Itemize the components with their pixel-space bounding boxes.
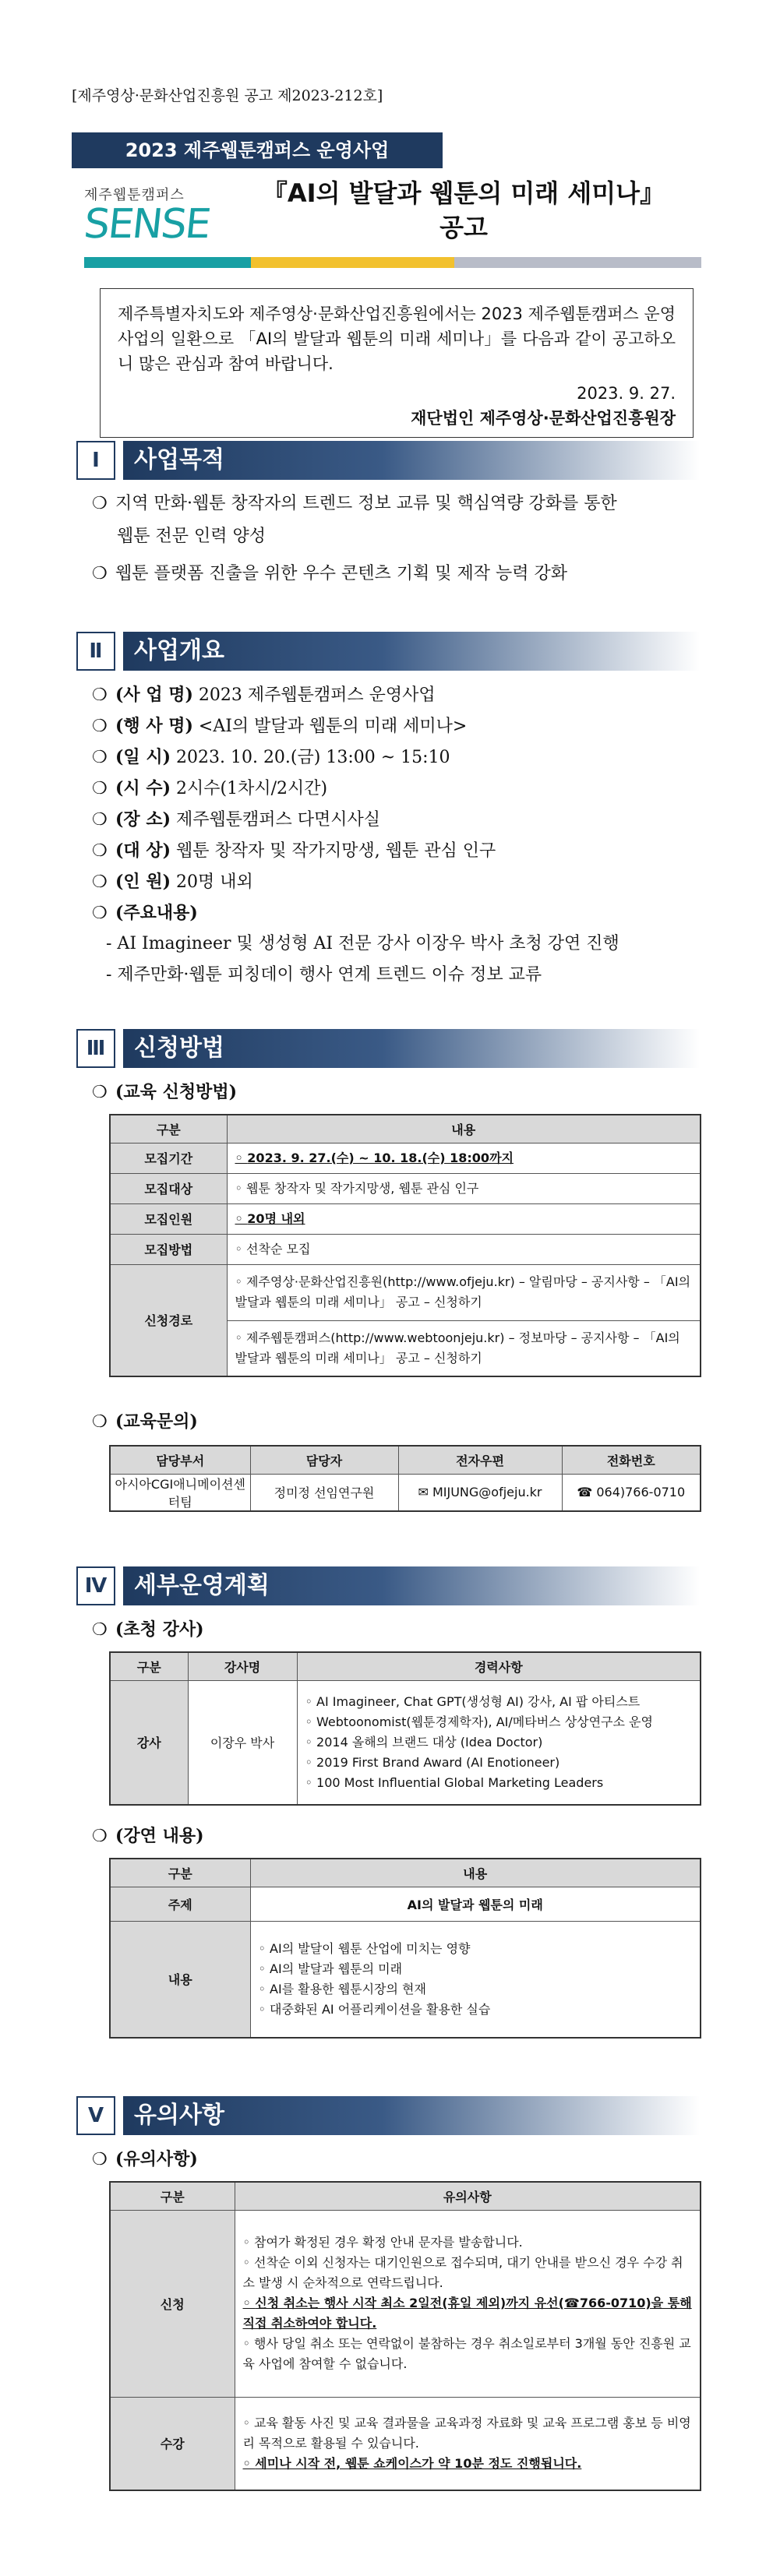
- overview-name: ❍ (사 업 명) 2023 제주웹툰캠퍼스 운영사업: [92, 685, 436, 705]
- section-3-title: 신청방법: [123, 1029, 700, 1068]
- section-1-header: [76, 440, 700, 481]
- lecturer-th-career: 경력사항: [297, 1652, 701, 1680]
- title-line-1: 『AI의 발달과 웹툰의 미래 세미나』: [262, 178, 665, 208]
- purpose-item-1-cont: 웹툰 전문 인력 양성: [117, 527, 266, 546]
- section-5-number: Ⅴ: [76, 2096, 115, 2135]
- apply-table: [109, 1114, 701, 1377]
- apply-row-method-label: 모집방법: [110, 1234, 227, 1264]
- lecture-table: [109, 1858, 701, 2039]
- contact-person: 정미정 선임연구원: [250, 1474, 398, 1511]
- contact-phone: ☎ 064)766-0710: [562, 1474, 701, 1511]
- lecturer-th-category: 구분: [110, 1652, 188, 1680]
- section-3-number: Ⅲ: [76, 1029, 115, 1068]
- apply-row-period-value: ◦ 2023. 9. 27.(수) ~ 10. 18.(수) 18:00까지: [227, 1143, 701, 1173]
- lecture-topic-label: 주제: [110, 1887, 250, 1921]
- apply-row-people-value: ◦ 20명 내외: [227, 1203, 701, 1234]
- notes-apply-item: ◦ 선착순 이외 신청자는 대기인원으로 접수되며, 대기 안내를 받으신 경우 수강 취소 발생 시 순차적으로 연락드립니다.: [243, 2253, 693, 2293]
- lecturer-careers: [297, 1680, 701, 1805]
- lecture-contents: [250, 1921, 701, 2038]
- section-1-number: Ⅰ: [76, 441, 115, 480]
- notes-class-item: ◦ 세미나 시작 전, 웹툰 쇼케이스가 약 10분 정도 진행됩니다.: [243, 2454, 693, 2474]
- contact-th-person: 담당자: [250, 1446, 398, 1474]
- logo-top-text: 제주웹툰캠퍼스: [84, 187, 185, 203]
- apply-route-label: 신청경로: [110, 1264, 227, 1376]
- overview-target: ❍ (대 상) 웹툰 창작자 및 작가지망생, 웹툰 관심 인구: [92, 840, 496, 861]
- section-2-number: Ⅱ: [76, 632, 115, 671]
- notes-class-label: 수강: [110, 2397, 235, 2490]
- overview-place: ❍ (장 소) 제주웹툰캠퍼스 다면시사실: [92, 809, 381, 830]
- intro-text: 제주특별자치도와 제주영상·문화산업진흥원에서는 2023 제주웹툰캠퍼스 운영사업의 일환으로 「AI의 발달과 웹툰의 미래 세미나」를 다음과 같이 공고하오니 많은 관심과 참여 바랍니다.: [118, 305, 676, 373]
- section-5-title: 유의사항: [123, 2096, 700, 2135]
- lecturer-table: [109, 1651, 701, 1806]
- lecturer-th-name: 강사명: [188, 1652, 297, 1680]
- career-item: ◦ AI Imagineer, Chat GPT(생성형 AI) 강사, AI 팝 아티스트: [305, 1692, 693, 1712]
- color-stripe: [84, 257, 701, 268]
- lecture-content-item: ◦ AI를 활용한 웹툰시장의 현재: [259, 1979, 693, 2000]
- intro-box: [100, 288, 694, 438]
- career-item: ◦ Webtoonomist(웹툰경제학자), AI/메타버스 상상연구소 운영: [305, 1712, 693, 1732]
- notes-apply-item: ◦ 행사 당일 취소 또는 연락없이 불참하는 경우 취소일로부터 3개월 동안 진흥원 교육 사업에 참여할 수 없습니다.: [243, 2334, 693, 2374]
- apply-sub-1: ❍ (교육 신청방법): [92, 1082, 237, 1102]
- section-4-number: Ⅳ: [76, 1566, 115, 1605]
- notes-class-content: [235, 2397, 701, 2490]
- section-3-header: [76, 1028, 700, 1069]
- purpose-item-1: ❍ 지역 만화·웹툰 창작자의 트렌드 정보 교류 및 핵심역량 강화를 통한: [92, 494, 617, 513]
- overview-people: ❍ (인 원) 20명 내외: [92, 872, 253, 892]
- overview-time: ❍ (시 수) 2시수(1차시/2시간): [92, 778, 328, 798]
- lecture-topic: AI의 발달과 웹툰의 미래: [250, 1887, 701, 1921]
- section-4-header: [76, 1566, 700, 1606]
- apply-th-content: 내용: [227, 1115, 701, 1143]
- career-item: ◦ 2019 First Brand Award (AI Enotioneer): [305, 1753, 693, 1773]
- lecturer-row-label: 강사: [110, 1680, 188, 1805]
- section-2-header: [76, 631, 700, 671]
- apply-row-people-label: 모집인원: [110, 1203, 227, 1234]
- apply-route-1: ◦ 제주영상·문화산업진흥원(http://www.ofjeju.kr) – 알림마당 – 공지사항 – 「AI의 발달과 웹툰의 미래 세미나」 공고 – 신청하기: [227, 1264, 701, 1320]
- stripe-gray: [454, 257, 701, 268]
- section-2-title: 사업개요: [123, 632, 700, 671]
- purpose-item-2-text: 웹툰 플랫폼 진출을 위한 우수 콘텐츠 기획 및 제작 능력 강화: [115, 564, 567, 583]
- stripe-yellow: [251, 257, 454, 268]
- apply-row-target-label: 모집대상: [110, 1173, 227, 1203]
- purpose-item-2: ❍ 웹툰 플랫폼 진출을 위한 우수 콘텐츠 기획 및 제작 능력 강화: [92, 564, 567, 583]
- notes-sub: ❍ (유의사항): [92, 2149, 198, 2169]
- notes-class-item: ◦ 교육 활동 사진 및 교육 결과물을 교육과정 자료화 및 교육 프로그램 홍보 등 비영리 목적으로 활용될 수 있습니다.: [243, 2413, 693, 2454]
- sense-logo: [81, 184, 212, 248]
- section-5-header: [76, 2095, 700, 2136]
- overview-date: ❍ (일 시) 2023. 10. 20.(금) 13:00 ~ 15:10: [92, 747, 450, 767]
- notes-apply-content: [235, 2210, 701, 2397]
- project-label-bar: 2023 제주웹툰캠퍼스 운영사업: [72, 132, 443, 168]
- overview-content: ❍ (주요내용): [92, 903, 198, 923]
- contact-th-email: 전자우편: [398, 1446, 562, 1474]
- lecture-content-item: ◦ AI의 발달과 웹툰의 미래: [259, 1959, 693, 1979]
- notes-apply-item: ◦ 참여가 확정된 경우 확정 안내 문자를 발송합니다.: [243, 2232, 693, 2253]
- contact-dept: 아시아CGI애니메이션센터팀: [110, 1474, 250, 1511]
- apply-route-2: ◦ 제주웹툰캠퍼스(http://www.webtoonjeju.kr) – 정보마당 – 공지사항 – 「AI의 발달과 웹툰의 미래 세미나」 공고 – 신청하기: [227, 1320, 701, 1376]
- intro-date: 2023. 9. 27.: [577, 384, 676, 403]
- contact-email[interactable]: ✉ MIJUNG@ofjeju.kr: [398, 1474, 562, 1511]
- plan-sub-2: ❍ (강연 내용): [92, 1826, 204, 1846]
- apply-th-category: 구분: [110, 1115, 227, 1143]
- section-4-title: 세부운영계획: [123, 1566, 700, 1605]
- career-item: ◦ 2014 올해의 브랜드 대상 (Idea Doctor): [305, 1732, 693, 1753]
- logo-main-text: SENSE: [81, 201, 212, 248]
- lecture-th-content: 내용: [250, 1859, 701, 1887]
- notes-apply-label: 신청: [110, 2210, 235, 2397]
- apply-sub-2: ❍ (교육문의): [92, 1411, 198, 1432]
- notes-th-category: 구분: [110, 2182, 235, 2210]
- contact-th-phone: 전화번호: [562, 1446, 701, 1474]
- lecture-th-category: 구분: [110, 1859, 250, 1887]
- section-1-title: 사업목적: [123, 441, 700, 480]
- intro-org: 재단법인 제주영상·문화산업진흥원장: [411, 409, 676, 428]
- notes-apply-item: ◦ 신청 취소는 행사 시작 최소 2일전(휴일 제외)까지 유선(☎766-0710)을 통해 직접 취소하여야 합니다.: [243, 2293, 693, 2334]
- lecturer-name: 이장우 박사: [188, 1680, 297, 1805]
- purpose-item-1-text: 지역 만화·웹툰 창작자의 트렌드 정보 교류 및 핵심역량 강화를 통한: [115, 494, 617, 513]
- lecture-content-item: ◦ 대중화된 AI 어플리케이션을 활용한 실습: [259, 2000, 693, 2020]
- lecture-content-item: ◦ AI의 발달이 웹툰 산업에 미치는 영향: [259, 1939, 693, 1959]
- lecture-content-label: 내용: [110, 1921, 250, 2038]
- title-line-2: 공고: [439, 213, 488, 242]
- notes-th-content: 유의사항: [235, 2182, 701, 2210]
- career-item: ◦ 100 Most Influential Global Marketing Leaders: [305, 1773, 693, 1793]
- apply-row-period-label: 모집기간: [110, 1143, 227, 1173]
- overview-content-2: - 제주만화·웹툰 피칭데이 행사 연계 트렌드 이슈 정보 교류: [106, 965, 542, 985]
- announcement-number: [제주영상·문화산업진흥원 공고 제2023-212호]: [72, 87, 383, 104]
- document-title: [218, 176, 709, 245]
- overview-event: ❍ (행 사 명) <AI의 발달과 웹툰의 미래 세미나>: [92, 716, 468, 736]
- contact-table: [109, 1445, 701, 1512]
- stripe-teal: [84, 257, 251, 268]
- plan-sub-1: ❍ (초청 강사): [92, 1619, 204, 1640]
- overview-content-1: - AI Imagineer 및 생성형 AI 전문 강사 이장우 박사 초청 강연 진행: [106, 934, 619, 953]
- apply-row-target-value: ◦ 웹툰 창작자 및 작가지망생, 웹툰 관심 인구: [227, 1173, 701, 1203]
- apply-row-method-value: ◦ 선착순 모집: [227, 1234, 701, 1264]
- contact-th-dept: 담당부서: [110, 1446, 250, 1474]
- notes-table: [109, 2181, 701, 2491]
